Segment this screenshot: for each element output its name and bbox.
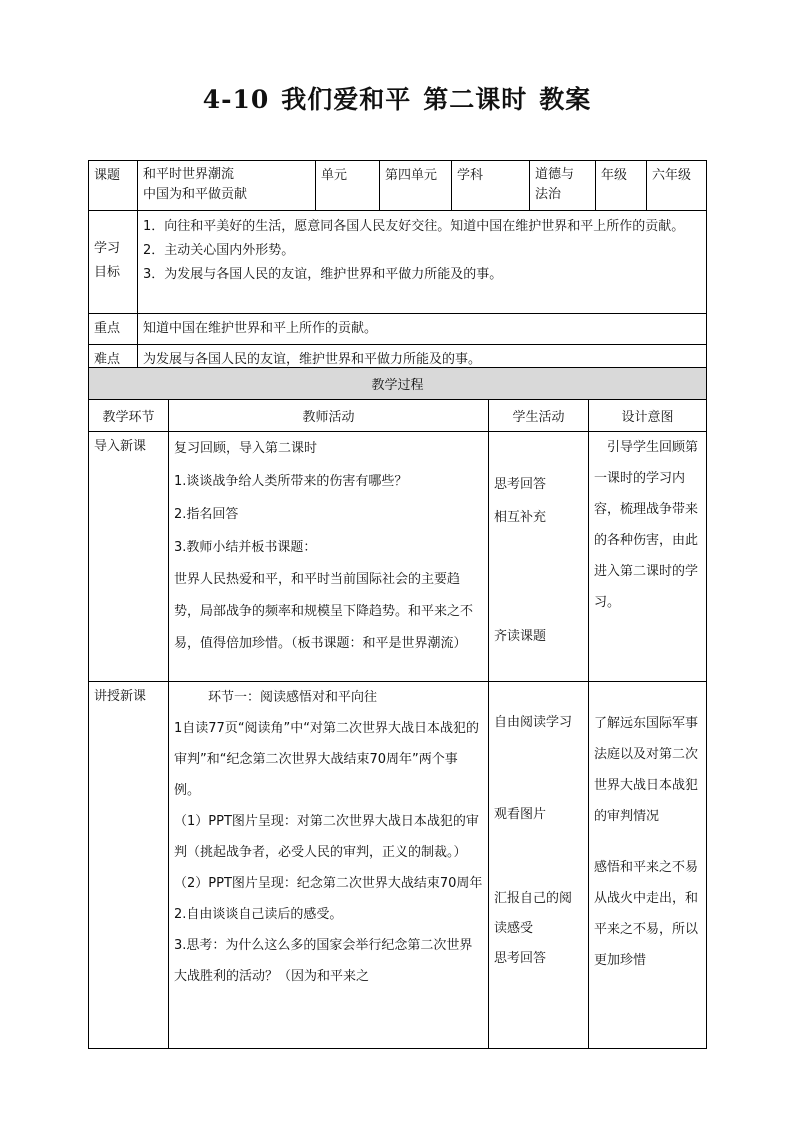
- topic-value: [138, 161, 316, 211]
- intent-cell: 引导学生回顾第一课时的学习内容，梳理战争带来的各种伤害，由此进入第二课时的学习。: [589, 432, 707, 682]
- page-title: [0, 80, 794, 116]
- difficulty-value: 为发展与各国人民的友谊，维护世界和平做力所能及的事。: [138, 345, 707, 376]
- unit-label: 单元: [316, 161, 380, 211]
- goals-label-line-1: 学习: [94, 241, 121, 256]
- teacher-line: 2.自由谈谈自己读后的感受。: [174, 907, 343, 922]
- title-type: 教案: [539, 85, 592, 114]
- teacher-line: 3.思考：为什么这么多的国家会举行纪念第二次世界大战胜利的活动？（因为和平来之: [174, 938, 473, 984]
- goal-item: 3．为发展与各国人民的友谊，维护世界和平做力所能及的事。: [143, 267, 503, 282]
- table-row: [89, 682, 707, 1049]
- col-student: 学生活动: [489, 400, 589, 432]
- student-line: 思考回答: [494, 477, 547, 492]
- subject-line-1: 道德与: [535, 167, 575, 182]
- student-cell: [489, 432, 589, 682]
- student-line: 汇报自己的阅读感受: [494, 891, 573, 936]
- teacher-line: 世界人民热爱和平，和平时当前国际社会的主要趋势，局部战争的频率和规模呈下降趋势。和平来之不易，值得倍加珍惜。（板书课题：和平是世界潮流）: [174, 572, 474, 651]
- student-cell: [489, 682, 589, 1049]
- table-row: [89, 432, 707, 682]
- col-intent: 设计意图: [589, 400, 707, 432]
- lesson-info-table: [88, 160, 707, 376]
- unit-value: 第四单元: [380, 161, 452, 211]
- student-line: 相互补充: [494, 510, 547, 525]
- teacher-line: 复习回顾，导入第二课时: [174, 441, 318, 456]
- col-teacher: 教师活动: [169, 400, 489, 432]
- teacher-cell: [169, 682, 489, 1049]
- teacher-line: （2）PPT图片呈现：纪念第二次世界大战结束70周年: [174, 876, 483, 891]
- goals-label-line-2: 目标: [94, 265, 121, 280]
- goals-label: [89, 211, 138, 314]
- subject-label: 学科: [452, 161, 530, 211]
- col-stage: 教学环节: [89, 400, 169, 432]
- goals-list: [138, 211, 707, 314]
- goal-item: 2．主动关心国内外形势。: [143, 243, 295, 258]
- grade-label: 年级: [596, 161, 647, 211]
- goal-item: 1．向往和平美好的生活，愿意同各国人民友好交往。知道中国在维护世界和平上所作的贡献。: [143, 219, 685, 234]
- student-line: 思考回答: [494, 951, 547, 966]
- student-line: 观看图片: [494, 807, 547, 822]
- teacher-line: 1.谈谈战争给人类所带来的伤害有哪些？: [174, 474, 408, 489]
- process-header: 教学过程: [89, 368, 707, 400]
- teacher-line: 3.教师小结并板书课题：: [174, 540, 317, 555]
- title-lesson: 我们爱和平: [281, 85, 412, 114]
- intent-line: 感悟和平来之不易: [594, 860, 699, 875]
- subject-value: [530, 161, 596, 211]
- topic-line-1: 和平时世界潮流: [143, 167, 235, 182]
- topic-label: 课题: [89, 161, 138, 211]
- stage-cell: 导入新课: [89, 432, 169, 682]
- teaching-process-table: [88, 367, 707, 1049]
- student-line: 自由阅读学习: [494, 715, 573, 730]
- key-label: 重点: [89, 314, 138, 345]
- key-value: 知道中国在维护世界和平上所作的贡献。: [138, 314, 707, 345]
- teacher-line: 环节一：阅读感悟对和平向往: [208, 690, 378, 705]
- student-line: 齐读课题: [494, 629, 547, 644]
- intent-line: 从战火中走出，和平来之不易，所以更加珍惜: [594, 891, 699, 968]
- title-code: 4-10: [202, 85, 270, 114]
- grade-value: 六年级: [647, 161, 707, 211]
- title-period: 第二课时: [423, 85, 528, 114]
- teacher-cell: [169, 432, 489, 682]
- difficulty-label: 难点: [89, 345, 138, 376]
- intent-cell: [589, 682, 707, 1049]
- teacher-line: 2.指名回答: [174, 507, 239, 522]
- teacher-line: 1自读77页“阅读角”中“对第二次世界大战日本战犯的审判”和“纪念第二次世界大战结束70周年”两个事例。: [174, 721, 480, 798]
- intent-line: 了解远东国际军事法庭以及对第二次世界大战日本战犯的审判情况: [594, 716, 699, 824]
- teacher-line: （1）PPT图片呈现：对第二次世界大战日本战犯的审判（挑起战争者，必受人民的审判，正义的制裁。）: [174, 814, 479, 860]
- topic-line-2: 中国为和平做贡献: [143, 187, 248, 202]
- stage-cell: 讲授新课: [89, 682, 169, 1049]
- subject-line-2: 法治: [535, 187, 562, 202]
